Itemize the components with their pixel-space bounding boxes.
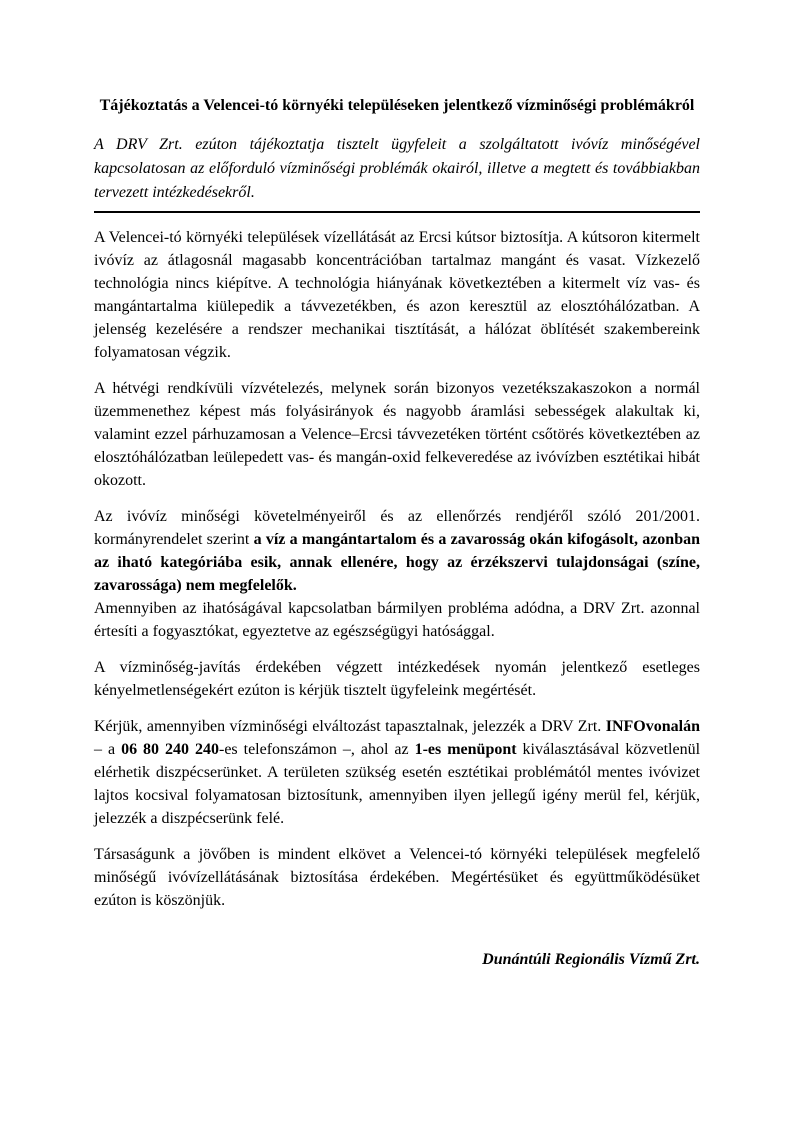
text-run: Társaságunk a jövőben is mindent elkövet a Velencei-tó környéki települések megfelelő minőségű ivóvízellátásának biztosítása érdekében. Megértésüket és együttműködésüket ezúton is köszönjük. — [94, 846, 700, 909]
text-run: kiválasztásával közvetlenül elérhetik diszpécserünket. A területen szükség esetén esztétikai problémától mentes ivóvizet lajtos kocsival folyamatosan biztosítunk, amennyiben ilyen jellegű igény merül fel, kérjük, jelezzék a diszpécserünk felé. — [94, 741, 701, 827]
text-run: – a — [94, 741, 122, 758]
text-run: A Velencei-tó környéki települések vízellátását az Ercsi kútsor biztosítja. A kútsoron kitermelt ivóvíz az átlagosnál magasabb koncentrációban tartalmaz mangánt és vasat. Vízkezelő technológia nincs kiépítve. A technológia hiányának következtében a kitermelt víz vas- és mangántartalma kiülepedik a távvezetékben, és azon keresztül az elosztóhálózatban. A jelenség kezelésére a rendszer mechanikai tisztítását, a hálózat öblítését szakembereink folyamatosan végzik. — [94, 229, 700, 361]
document-body — [94, 226, 700, 912]
text-run: A vízminőség-javítás érdekében végzett intézkedések nyomán jelentkező esetleges kényelmetlenségekért ezúton is kérjük tisztelt ügyfeleink megértését. — [94, 659, 700, 699]
body-paragraph — [94, 505, 700, 597]
body-paragraph — [94, 377, 700, 492]
body-paragraph — [94, 843, 700, 912]
signature-company-name: Dunántúli Regionális Vízmű Zrt. — [482, 951, 700, 968]
body-paragraph — [94, 597, 700, 643]
bold-text-run: 06 80 240 240 — [121, 741, 219, 758]
text-run: Amennyiben az ihatóságával kapcsolatban bármilyen probléma adódna, a DRV Zrt. azonnal értesíti a fogyasztókat, egyeztetve az egészségügyi hatósággal. — [94, 600, 700, 640]
body-paragraph — [94, 656, 700, 702]
text-run: A hétvégi rendkívüli vízvételezés, melynek során bizonyos vezetékszakaszokon a normál üzemmenethez képest más folyásirányok és nagyobb áramlási sebességek alakultak ki, valamint ezzel párhuzamosan a Velence–Ercsi távvezetéken történt csőtörés következtében az elosztóhálózatban leülepedett vas- és mangán-oxid felkeveredése az ivóvízben esztétikai hibát okozott. — [94, 380, 700, 489]
bold-text-run: 1-es menüpont — [414, 741, 517, 758]
text-run: Az ivóvíz minőségi követelményeiről és az ellenőrzés rendjéről szóló 201/2001. kormányrendelet szerint — [94, 508, 700, 548]
horizontal-rule — [94, 211, 700, 213]
text-run: Kérjük, amennyiben vízminőségi elváltozást tapasztalnak, jelezzék a DRV Zrt. — [94, 718, 606, 735]
bold-text-run: INFOvonalán — [605, 718, 700, 735]
body-paragraph — [94, 226, 700, 364]
text-run: -es telefonszámon –, ahol az — [219, 741, 415, 758]
intro-paragraph: A DRV Zrt. ezúton tájékoztatja tisztelt ügyfeleit a szolgáltatott ivóvíz minőségével kapcsolatosan az előforduló vízminőségi problémák okairól, illetve a megtett és továbbiakban tervezett intézkedésekről. — [94, 136, 700, 201]
body-paragraph — [94, 715, 700, 830]
bold-text-run: a víz a mangántartalom és a zavarosság okán kifogásolt, azonban az iható kategóriába esik, annak ellenére, hogy az érzékszervi tulajdonságai (színe, zavarossága) nem megfelelők. — [94, 531, 701, 594]
document-title: Tájékoztatás a Velencei-tó környéki településeken jelentkező vízminőségi problémákról — [99, 97, 695, 114]
